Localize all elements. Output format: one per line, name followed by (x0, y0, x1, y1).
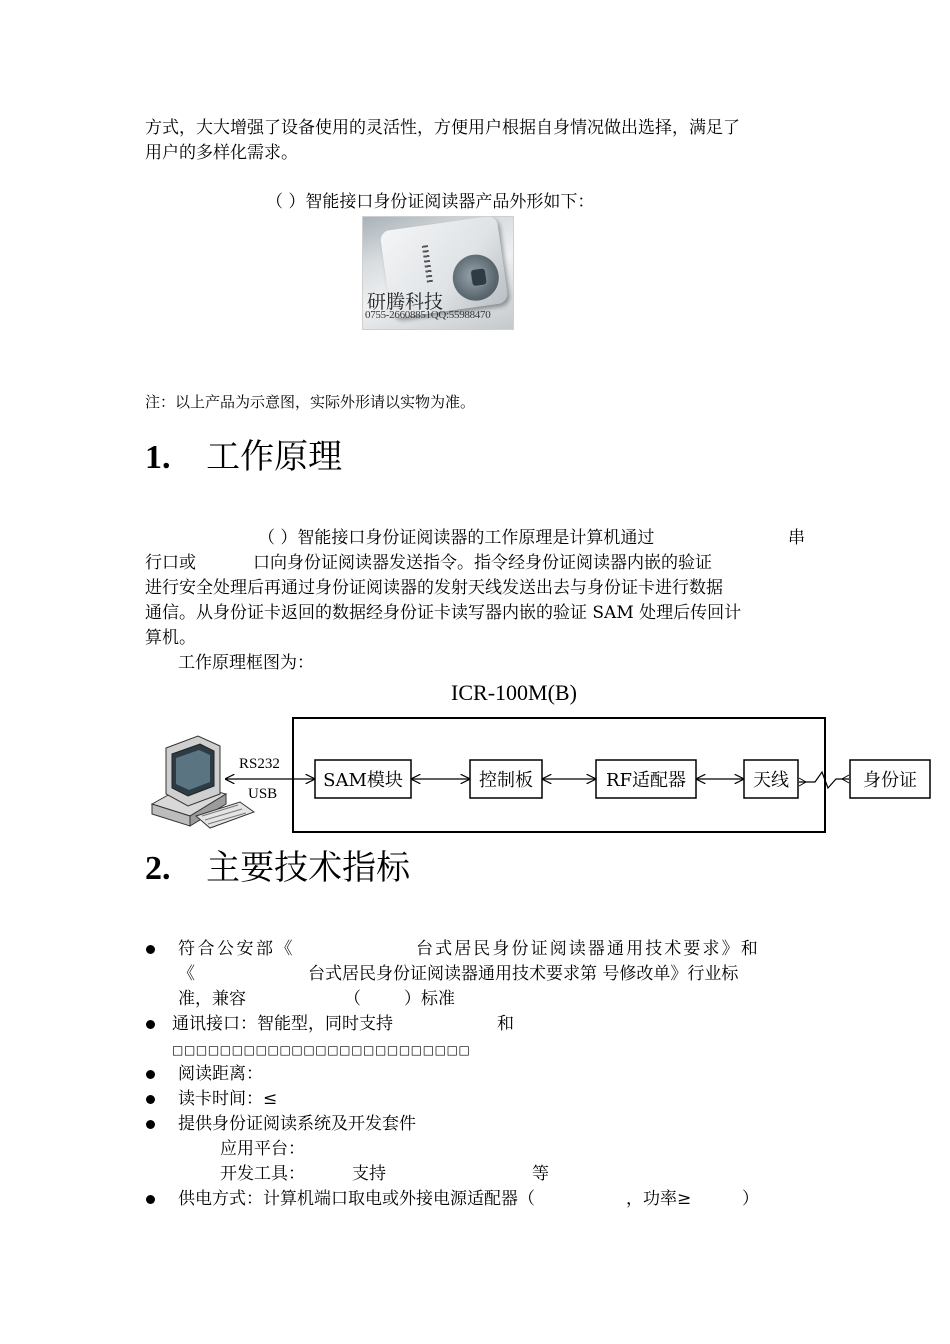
spec-standard-line-3c: ）标准 (404, 989, 455, 1009)
block-id-card-label: 身份证 (863, 770, 917, 791)
spec-standard-line-1b: 台式居民身份证阅读器通用技术要求》和 (416, 939, 760, 959)
block-antenna-label: 天线 (753, 770, 789, 791)
bullet-4-marker (146, 1095, 155, 1104)
principle-line-1a: （ ）智能接口身份证阅读器的工作原理是计算机通过 (258, 528, 655, 548)
photo-watermark-company: 研腾科技 (367, 291, 444, 313)
spec-standard-line-1a: 符合公安部《 (178, 939, 295, 959)
diagram-caption: 工作原理框图为： (178, 653, 314, 673)
reader-logo (470, 267, 488, 287)
principle-line-3: 进行安全处理后再通过身份证阅读器的发射天线发送出去与身份证卡进行数据 (145, 578, 723, 598)
bullet-5-marker (146, 1120, 155, 1129)
bullet-1-marker (146, 945, 155, 954)
intro-line-1: 方式，大大增强了设备使用的灵活性，方便用户根据自身情况做出选择，满足了 (145, 118, 740, 138)
principle-line-5: 算机。 (145, 628, 196, 648)
port-label-usb: USB (248, 786, 278, 802)
principle-line-4: 通信。从身份证卡返回的数据经身份证卡读写器内嵌的验证 SAM 处理后传回计 (145, 603, 742, 623)
block-sam-module-label: SAM模块 (323, 770, 403, 791)
spec-power-a: 供电方式：计算机端口取电或外接电源适配器（ (178, 1189, 535, 1209)
spec-power-b: ，功率≥ (626, 1189, 692, 1209)
section-1-title: 工作原理 (206, 437, 343, 477)
product-photo (362, 216, 514, 330)
spec-read-distance: 阅读距离： (178, 1064, 263, 1084)
block-diagram (0, 676, 950, 846)
spec-standard-line-2a: 《 (178, 964, 195, 984)
spec-interface-line-1b: 和 (497, 1014, 514, 1034)
device-dots (422, 245, 433, 283)
principle-line-1b: 串 (788, 528, 805, 548)
spec-platform: 应用平台： (220, 1139, 305, 1159)
principle-line-2b: 口向身份证阅读器发送指令。指令经身份证阅读器内嵌的验证 (253, 553, 712, 573)
bullet-6-marker (146, 1195, 155, 1204)
spec-dev-kit: 提供身份证阅读系统及开发套件 (178, 1114, 416, 1134)
section-2-title: 主要技术指标 (206, 848, 411, 888)
port-label-rs232: RS232 (239, 756, 280, 772)
section-1-heading (145, 437, 342, 478)
spec-dev-tools-b: 支持 (352, 1164, 386, 1184)
spec-standard-line-2b: 台式居民身份证阅读器通用技术要求第 号修改单》行业标 (308, 964, 739, 984)
block-control-board-label: 控制板 (479, 770, 533, 791)
spec-standard-line-3a: 准，兼容 (178, 989, 246, 1009)
spec-power-c: ） (742, 1189, 759, 1209)
device-name-label: ICR-100M(B) (451, 680, 577, 705)
intro-line-2: 用户的多样化需求。 (145, 143, 298, 163)
section-2-heading (145, 848, 410, 889)
spec-dev-tools-c: 等 (532, 1164, 549, 1184)
spec-read-time: 读卡时间：≤ (178, 1089, 278, 1109)
bullet-3-marker (146, 1070, 155, 1079)
spec-interface-line-2: □□□□□□□□□□□□□□□□□□□□□□□□□ (172, 1043, 471, 1057)
principle-line-2a: 行口或 (145, 553, 196, 573)
spec-dev-tools-a: 开发工具： (220, 1164, 305, 1184)
product-note: 注：以上产品为示意图，实际外形请以实物为准。 (145, 393, 476, 411)
product-caption: （ ）智能接口身份证阅读器产品外形如下： (266, 192, 595, 212)
section-2-number: 2. (145, 850, 171, 887)
spec-standard-line-3b: （ (344, 989, 361, 1009)
spec-interface-line-1a: 通讯接口：智能型，同时支持 (172, 1014, 393, 1034)
computer-icon (152, 736, 254, 828)
block-rf-adapter-label: RF适配器 (605, 770, 687, 791)
section-1-number: 1. (145, 439, 171, 476)
bullet-2-marker (146, 1020, 155, 1029)
photo-watermark-contact: 0755-26608851QQ:55988470 (365, 309, 491, 321)
